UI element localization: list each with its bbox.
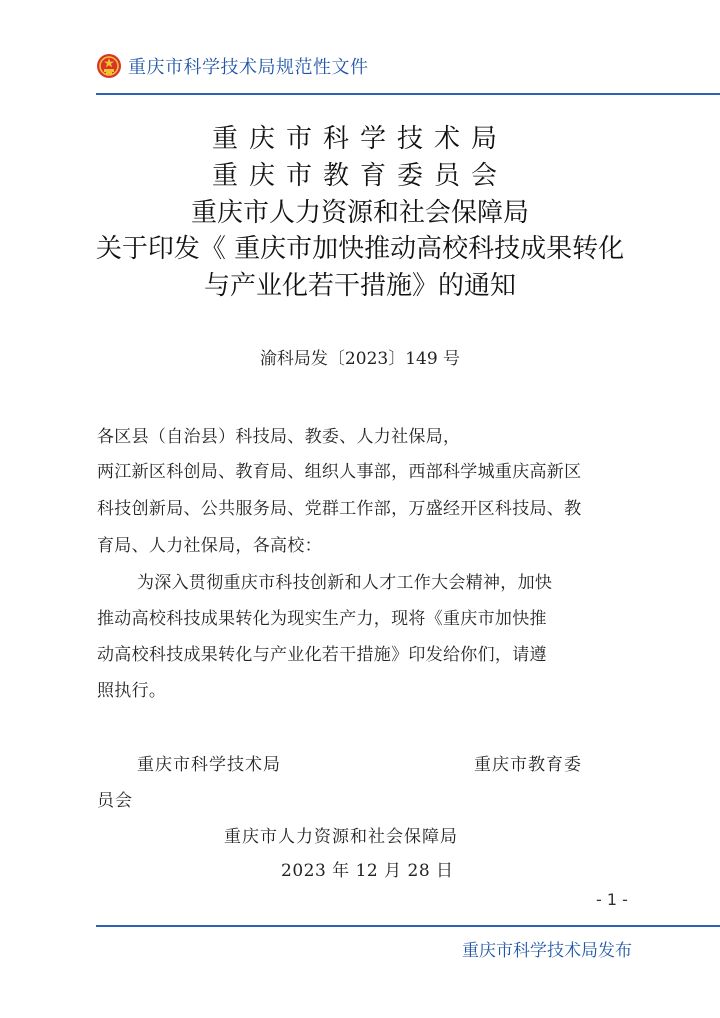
signature-org-1: 重庆市科学技术局 [137,755,281,775]
header-divider [96,93,720,95]
document-number: 渝科局发〔2023〕149 号 [259,349,461,369]
header-title: 重庆市科学技术局规范性文件 [128,57,369,78]
title-line-2: 重庆市教育委员会 [211,161,508,191]
title-line-3: 重庆市人力资源和社会保障局 [190,198,529,228]
paragraph-line-3: 动高校科技成果转化与产业化若干措施》印发给你们，请遵 [97,645,547,665]
footer-divider [96,925,720,927]
addressee-line-1: 各区县（自治县）科技局、教委、人力社保局， [97,427,461,447]
title-line-4: 关于印发《 重庆市加快推动高校科技成果转化 [95,234,625,264]
signature-date: 2023 年 12 月 28 日 [281,861,454,881]
page-number: - 1 - [596,890,628,909]
paragraph-line-2: 推动高校科技成果转化为现实生产力，现将《重庆市加快推 [97,609,547,629]
title-line-5: 与产业化若干措施》的通知 [203,271,516,301]
paragraph-line-1: 为深入贯彻重庆市科技创新和人才工作大会精神，加快 [137,573,553,593]
addressee-line-3: 科技创新局、公共服务局、党群工作部，万盛经开区科技局、教 [97,499,582,519]
national-emblem-icon [96,53,122,79]
title-line-1: 重庆市科学技术局 [211,124,508,154]
addressee-line-4: 育局、人力社保局，各高校： [97,536,322,556]
document-header [96,50,369,82]
signature-org-2-cont: 员会 [97,791,133,811]
footer-publisher: 重庆市科学技术局发布 [462,941,632,961]
signature-org-2: 重庆市教育委 [474,755,582,775]
addressee-line-2: 两江新区科创局、教育局、组织人事部，西部科学城重庆高新区 [97,462,582,482]
signature-org-3: 重庆市人力资源和社会保障局 [224,827,458,847]
paragraph-line-4: 照执行。 [97,681,167,701]
